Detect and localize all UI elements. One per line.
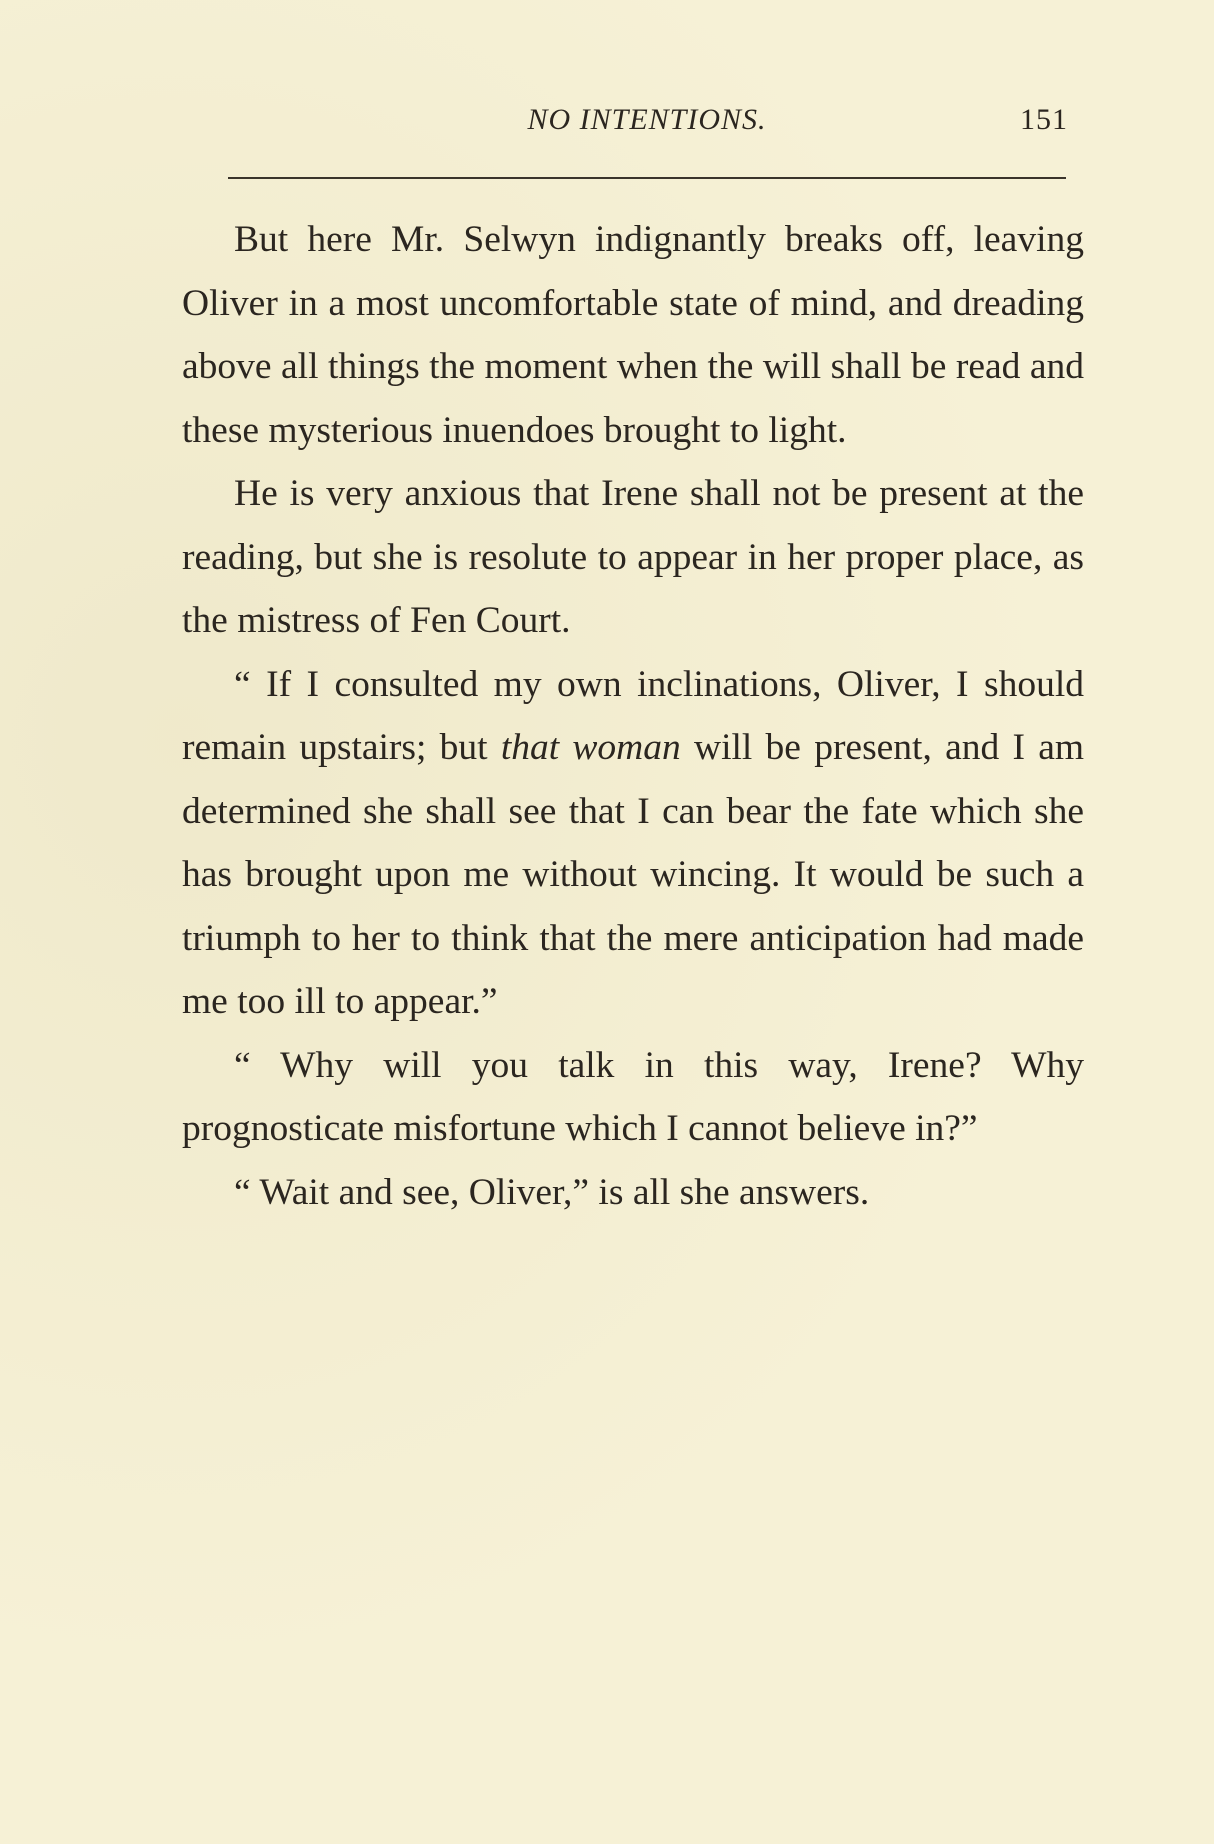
header-rule xyxy=(228,177,1066,179)
page-header xyxy=(228,98,1066,142)
page-number: 151 xyxy=(1020,103,1068,136)
paragraph-4: “ Why will you talk in this way, Irene? Why prognosticate misfortune which I cannot believe in?” xyxy=(182,1044,1084,1149)
paragraph-3 xyxy=(182,653,1084,1034)
paragraph-3-before: “ If I consulted my own inclinations, Oliver, I should remain upstairs; but xyxy=(182,663,1084,768)
paragraph-2: He is very anxious that Irene shall not be present at the reading, but she is resolute to appear in her proper place, as the mistress of Fen Court. xyxy=(182,473,1084,641)
paragraph-3-after: will be present, and I am determined she shall see that I can bear the fate which she has brought upon me without wincing. It would be such a triumph to her to think that the mere anticipation had made me too ill to appear.” xyxy=(182,727,1085,1022)
body-text xyxy=(182,208,1084,1224)
paragraph-1: But here Mr. Selwyn indignantly breaks off, leaving Oliver in a most uncomfortable state of mind, and dreading above all things the moment when the will shall be read and these mysterious inuendoes brought to light. xyxy=(182,219,1084,451)
paragraph-3-emphasis: that woman xyxy=(500,727,681,768)
paragraph-5: “ Wait and see, Oliver,” is all she answers. xyxy=(234,1171,870,1213)
running-title: NO INTENTIONS. xyxy=(527,103,767,136)
